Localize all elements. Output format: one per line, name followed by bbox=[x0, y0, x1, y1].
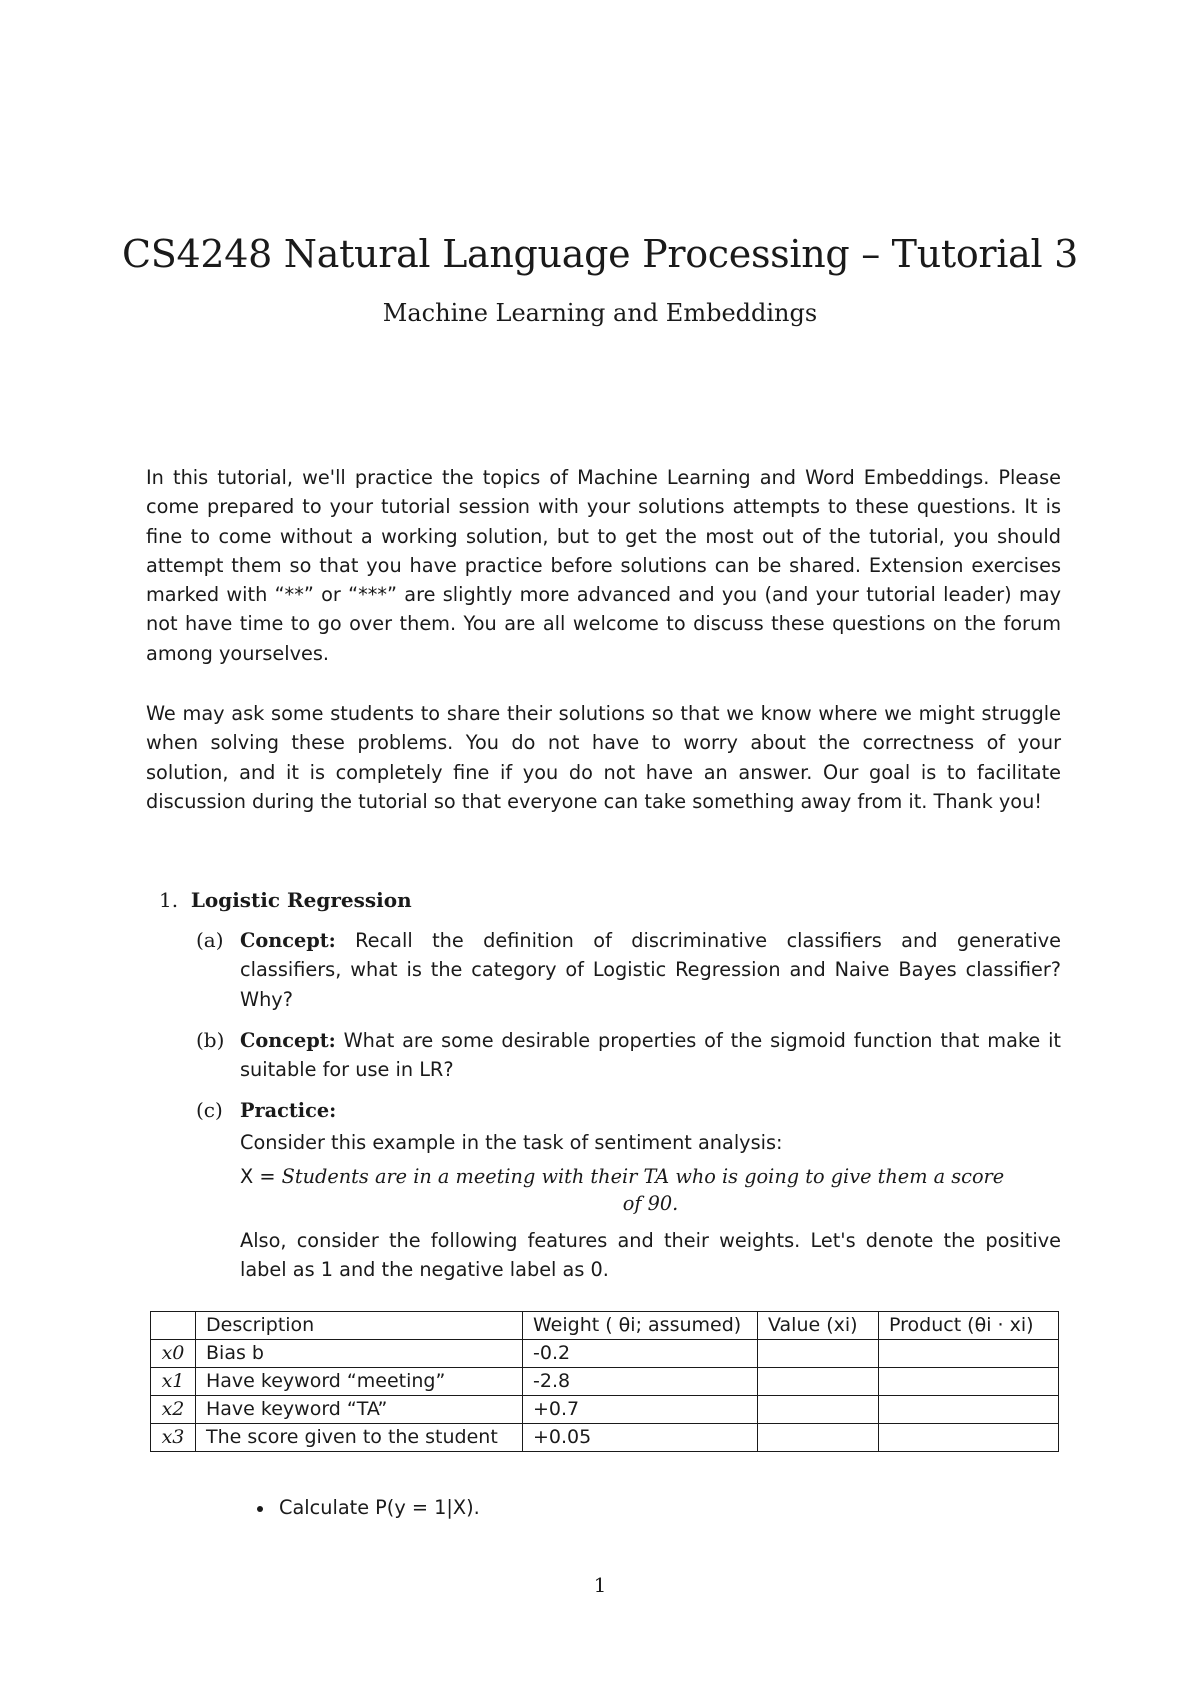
practice-intro: Consider this example in the task of sentiment analysis: bbox=[240, 1131, 783, 1154]
question-c-tag: Practice: bbox=[240, 1099, 337, 1122]
example-prefix: X = bbox=[240, 1165, 282, 1188]
table-row bbox=[151, 1340, 1059, 1368]
question-a-label: (a) bbox=[196, 928, 224, 952]
question-a-text: Recall the definition of discriminative classifiers and generative classifiers, what is the category of Logistic Regression and Naive Bayes classifier? Why? bbox=[240, 929, 1061, 1011]
page-number: 1 bbox=[593, 1573, 607, 1597]
table-cell-weight: -2.8 bbox=[523, 1368, 758, 1396]
table-cell-var: x0 bbox=[151, 1340, 196, 1368]
table-cell-description: Bias b bbox=[196, 1340, 523, 1368]
bullet-dot bbox=[257, 1506, 263, 1512]
section-title: Logistic Regression bbox=[190, 888, 412, 912]
question-c-label: (c) bbox=[196, 1098, 223, 1122]
table-row bbox=[151, 1368, 1059, 1396]
table-header-cell: Weight ( θi; assumed) bbox=[523, 1312, 758, 1340]
question-a bbox=[196, 926, 1061, 1014]
bullet-item bbox=[257, 1496, 480, 1519]
table-cell-product bbox=[879, 1396, 1059, 1424]
table-row bbox=[151, 1424, 1059, 1452]
question-b-text: What are some desirable properties of the sigmoid function that make it suitable for use in LR? bbox=[240, 1029, 1061, 1082]
feature-table bbox=[150, 1311, 1059, 1452]
table-row bbox=[151, 1396, 1059, 1424]
question-b-tag: Concept: bbox=[240, 1029, 336, 1052]
table-cell-weight: +0.7 bbox=[523, 1396, 758, 1424]
bullet-text: Calculate P(y = 1|X). bbox=[279, 1496, 480, 1519]
table-cell-description: Have keyword “meeting” bbox=[196, 1368, 523, 1396]
table-cell-value bbox=[758, 1396, 879, 1424]
table-cell-var: x1 bbox=[151, 1368, 196, 1396]
table-cell-weight: +0.05 bbox=[523, 1424, 758, 1452]
table-cell-value bbox=[758, 1368, 879, 1396]
table-cell-description: Have keyword “TA” bbox=[196, 1396, 523, 1424]
table-cell-product bbox=[879, 1424, 1059, 1452]
section-number: 1. bbox=[159, 888, 179, 912]
practice-also: Also, consider the following features and their weights. Let's denote the positive label as 1 and the negative label as 0. bbox=[240, 1229, 1061, 1282]
table-cell-description: The score given to the student bbox=[196, 1424, 523, 1452]
table-header-cell: Product (θi · xi) bbox=[879, 1312, 1059, 1340]
intro-paragraph: In this tutorial, we'll practice the topics of Machine Learning and Word Embeddings. Please come prepared to your tutorial session with your solutions attempts to these questions. It is fine to come without a working solution, but to get the most out of the tutorial, you should attempt them so that you have practice before solutions can be shared. Extension exercises marked with “**” or “***” are slightly more advanced and you (and your tutorial leader) may not have time to go over them. You are all welcome to discuss these questions on the forum among yourselves. bbox=[146, 466, 1061, 665]
question-a-tag: Concept: bbox=[240, 929, 336, 952]
table-cell-product bbox=[879, 1340, 1059, 1368]
table-header-cell: Description bbox=[196, 1312, 523, 1340]
example-text-line1: Students are in a meeting with their TA who is going to give them a score bbox=[281, 1165, 1005, 1188]
table-cell-var: x3 bbox=[151, 1424, 196, 1452]
table-header-row bbox=[151, 1312, 1059, 1340]
table-cell-value bbox=[758, 1424, 879, 1452]
table-cell-weight: -0.2 bbox=[523, 1340, 758, 1368]
table-cell-value bbox=[758, 1340, 879, 1368]
example-sentence bbox=[240, 1162, 1061, 1191]
example-text-line2: of 90. bbox=[622, 1192, 679, 1215]
page-title: CS4248 Natural Language Processing – Tutorial 3 bbox=[121, 232, 1079, 276]
table-cell-var: x2 bbox=[151, 1396, 196, 1424]
section-heading bbox=[159, 888, 412, 912]
table-header-cell: Value (xi) bbox=[758, 1312, 879, 1340]
question-c bbox=[196, 1096, 1061, 1125]
table-header-cell bbox=[151, 1312, 196, 1340]
page-subtitle: Machine Learning and Embeddings bbox=[382, 299, 818, 327]
question-b-label: (b) bbox=[196, 1028, 225, 1052]
question-b bbox=[196, 1026, 1061, 1085]
second-paragraph: We may ask some students to share their solutions so that we know where we might struggle when solving these problems. You do not have to worry about the correctness of your solution, and it is completely fine if you do not have an answer. Our goal is to facilitate discussion during the tutorial so that everyone can take something away from it. Thank you! bbox=[146, 702, 1061, 813]
table-cell-product bbox=[879, 1368, 1059, 1396]
